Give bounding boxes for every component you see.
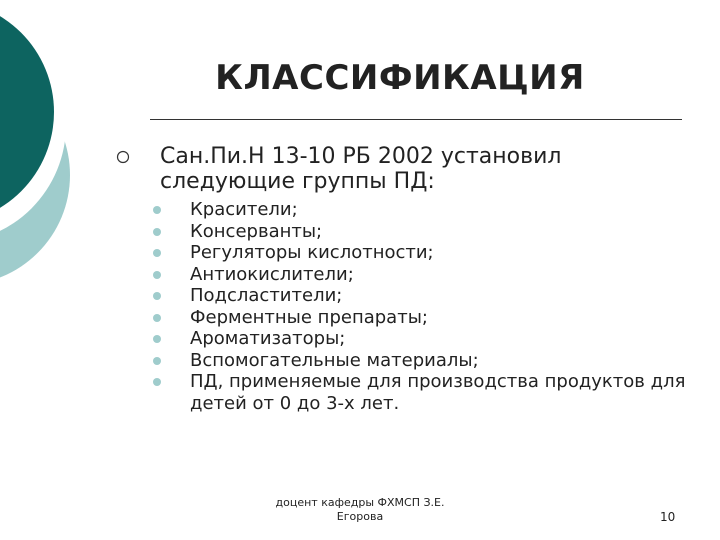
list-item-text: Подсластители; [190,285,343,306]
slide-title: КЛАССИФИКАЦИЯ [215,58,585,98]
page-number: 10 [660,510,676,524]
title-divider [150,119,682,120]
list-item-text: Красители; [190,199,298,220]
list-item [150,285,720,307]
bullet-dot-icon [153,378,161,386]
bullet-dot-icon [153,271,161,279]
footer-author [250,496,470,524]
footer-line-2: Егорова [336,510,384,523]
list-item-text: Вспомогательные материалы; [190,349,479,371]
list-item-text: Антиокислители; [190,263,354,285]
bullet-dot-icon [153,249,161,257]
list-item [150,264,720,286]
list-item [150,350,720,372]
footer-line-1: доцент кафедры ФХМСП З.Е. [275,496,445,509]
list-item-text: ПД, применяемые для производства продуктов для детей от 0 до 3-х лет. [190,371,686,414]
bullet-dot-icon [153,206,161,214]
bullet-dot-icon [153,357,161,365]
list-item [150,242,720,264]
main-point-text: Сан.Пи.Н 13-10 РБ 2002 установил следующие группы ПД: [160,144,562,194]
list-item-text: Консерванты; [190,220,323,242]
list-item [150,221,720,243]
list-item [150,328,720,350]
list-item-text: Регуляторы кислотности; [190,242,434,263]
bullet-dot-icon [153,292,161,300]
list-item [150,199,720,221]
bullet-dot-icon [153,228,161,236]
list-item [150,307,720,329]
list-item-text: Ароматизаторы; [190,328,346,349]
hollow-circle-bullet-icon [116,150,130,164]
bullet-dot-icon [153,335,161,343]
list-item [150,371,720,414]
bullet-dot-icon [153,314,161,322]
decorative-circles [0,0,120,300]
pd-groups-list [150,199,720,414]
list-item-text: Ферментные препараты; [190,306,428,328]
